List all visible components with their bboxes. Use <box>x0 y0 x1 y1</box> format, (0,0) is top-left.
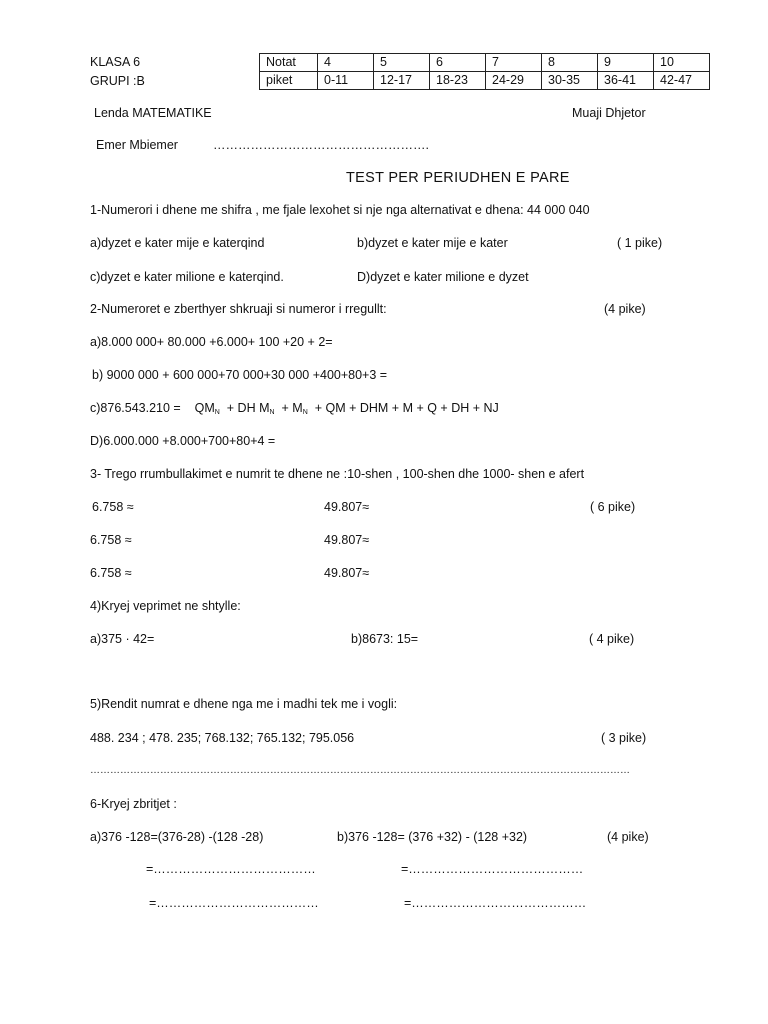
subject-label: Lenda MATEMATIKE <box>94 106 212 120</box>
table-cell: 36-41 <box>598 72 654 90</box>
table-cell: 9 <box>598 54 654 72</box>
q2-c-term: + M <box>281 401 303 415</box>
q2-item-b: b) 9000 000 + 600 000+70 000+30 000 +400+80+3 = <box>92 368 388 382</box>
q6-a-line-1: =………………………………… <box>146 862 316 876</box>
table-cell: 10 <box>654 54 710 72</box>
table-cell: 7 <box>486 54 542 72</box>
q2-c-term: QM <box>194 401 215 415</box>
q2-item-d: D)6.000.000 +8.000+700+80+4 = <box>90 434 276 448</box>
q4-points: ( 4 pike) <box>589 632 635 646</box>
subscript: N <box>269 409 275 416</box>
table-cell: 5 <box>374 54 430 72</box>
q6-item-a: a)376 -128=(376-28) -(128 -28) <box>90 830 264 844</box>
q2-item-a: a)8.000 000+ 80.000 +6.000+ 100 +20 + 2= <box>90 335 333 349</box>
q6-b-line-2: =…………………………………… <box>404 896 587 910</box>
q1-option-b: b)dyzet e kater mije e kater <box>357 236 508 250</box>
q6-points: (4 pike) <box>607 830 649 844</box>
q2-c-rest: + QM + DHM + M + Q + DH + NJ <box>314 401 499 415</box>
q2-c-prefix: c)876.543.210 = <box>90 401 181 415</box>
q3-right-1: 49.807≈ <box>324 500 370 514</box>
q3-left-3: 6.758 ≈ <box>90 566 132 580</box>
class-label: KLASA 6 <box>90 55 141 69</box>
q4-item-b: b)8673: 15= <box>351 632 419 646</box>
q5-numbers: 488. 234 ; 478. 235; 768.132; 765.132; 795.056 <box>90 731 355 745</box>
table-cell: 12-17 <box>374 72 430 90</box>
grades-table <box>259 53 710 90</box>
q2-c-term: + DH M <box>226 401 270 415</box>
q5-answer-line: ……………………………………………………………………………………………………………………………………………… <box>90 765 630 776</box>
table-cell: 18-23 <box>430 72 486 90</box>
table-cell: 30-35 <box>542 72 598 90</box>
q6-b-line-1: =…………………………………… <box>401 862 584 876</box>
question-2-text: 2-Numeroret e zberthyer shkruaji si numeror i rregullt: <box>90 302 387 316</box>
q3-left-2: 6.758 ≈ <box>90 533 132 547</box>
group-label: GRUPI :B <box>90 74 145 88</box>
name-blank: ……………………………………………. <box>213 138 429 152</box>
q1-points: ( 1 pike) <box>617 236 663 250</box>
q1-option-a: a)dyzet e kater mije e katerqind <box>90 236 265 250</box>
q3-right-2: 49.807≈ <box>324 533 370 547</box>
q4-item-a: a)375 · 42= <box>90 632 155 646</box>
question-4-text: 4)Kryej veprimet ne shtylle: <box>90 599 241 613</box>
table-cell: 42-47 <box>654 72 710 90</box>
q1-option-d: D)dyzet e kater milione e dyzet <box>357 270 529 284</box>
question-5-text: 5)Rendit numrat e dhene nga me i madhi tek me i vogli: <box>90 697 398 711</box>
subscript: N <box>302 409 308 416</box>
q2-item-c <box>90 400 499 421</box>
table-cell: 4 <box>318 54 374 72</box>
page-title: TEST PER PERIUDHEN E PARE <box>346 170 570 186</box>
grades-row-piket <box>260 72 710 90</box>
table-cell: piket <box>260 72 318 90</box>
question-6-text: 6-Kryej zbritjet : <box>90 797 177 811</box>
subscript: N <box>214 409 220 416</box>
table-cell: Notat <box>260 54 318 72</box>
table-cell: 24-29 <box>486 72 542 90</box>
name-label: Emer Mbiemer <box>96 138 178 152</box>
q3-left-1: 6.758 ≈ <box>92 500 134 514</box>
table-cell: 8 <box>542 54 598 72</box>
q6-a-line-2: =………………………………… <box>149 896 319 910</box>
q1-option-c: c)dyzet e kater milione e katerqind. <box>90 270 284 284</box>
q3-points: ( 6 pike) <box>590 500 636 514</box>
table-cell: 6 <box>430 54 486 72</box>
table-cell: 0-11 <box>318 72 374 90</box>
q3-right-3: 49.807≈ <box>324 566 370 580</box>
month-label: Muaji Dhjetor <box>572 106 646 120</box>
question-3-text: 3- Trego rrumbullakimet e numrit te dhene ne :10-shen , 100-shen dhe 1000- shen e afert <box>90 467 585 481</box>
grades-row-notat <box>260 54 710 72</box>
question-1-text: 1-Numerori i dhene me shifra , me fjale lexohet si nje nga alternativat e dhena: 44 000 040 <box>90 203 590 217</box>
q2-points: (4 pike) <box>604 302 646 316</box>
q6-item-b: b)376 -128= (376 +32) - (128 +32) <box>337 830 528 844</box>
q5-points: ( 3 pike) <box>601 731 647 745</box>
